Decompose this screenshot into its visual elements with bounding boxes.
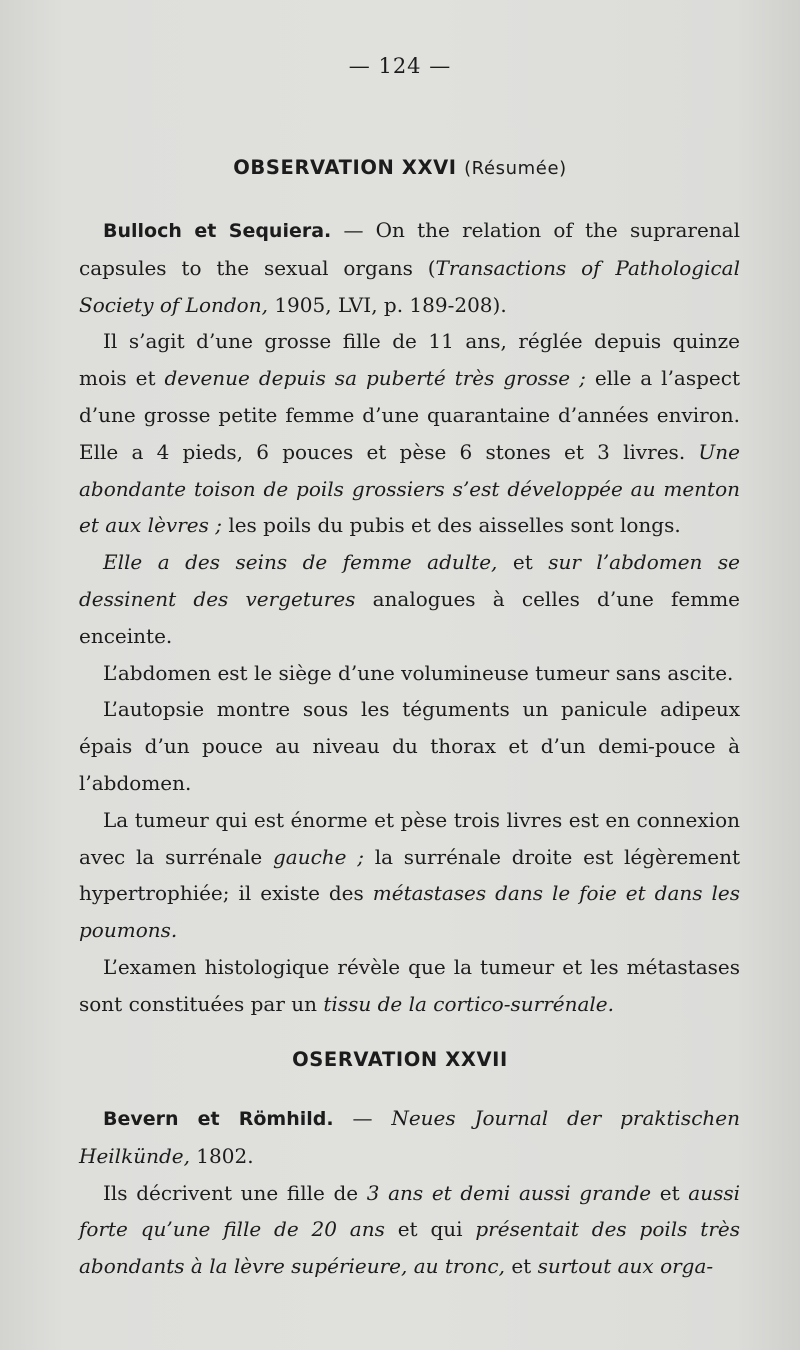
page-number: — 124 — xyxy=(348,54,452,78)
italic-run: sur l’abdomen se dessinent des vergetures xyxy=(79,550,741,611)
text-run: et xyxy=(497,550,549,575)
observation-26-heading: OBSERVATION XXVI xyxy=(233,156,457,179)
reference-details: 1905, LVI, p. 189-208). xyxy=(267,292,507,317)
text-run: La tumeur qui est énorme et pèse trois livres est en connexion avec la surrénale xyxy=(79,807,740,869)
text-run: les poils du pubis et des aisselles sont longs. xyxy=(221,513,681,538)
italic-run: tissu de la cortico-surrénale. xyxy=(323,991,614,1016)
reference-authors: Bevern et Römhild. xyxy=(103,1108,334,1130)
observation-26-subtitle: (Résumée) xyxy=(464,158,567,179)
reference-text: — On the relation of the suprarenal capsules to the sexual organs ( xyxy=(79,218,740,280)
observation-26-body xyxy=(79,212,740,1023)
text-run: Il s’agit d’une grosse fille de 11 ans, réglée depuis quinze mois et xyxy=(79,329,740,391)
reference-journal: Neues Journal der praktischen Heilkünde, xyxy=(79,1106,740,1168)
observation-26-paragraph-2 xyxy=(79,544,740,654)
observation-27-reference xyxy=(79,1100,740,1175)
text-run: la surrénale droite est légèrement hypertrophiée; il existe des xyxy=(79,844,740,906)
reference-details: 1802. xyxy=(189,1143,254,1168)
italic-run: présentait des poils très abondants à la lèvre supérieure, au tronc, xyxy=(79,1217,740,1279)
italic-run: Elle a des seins de femme adulte, xyxy=(103,550,498,575)
italic-run: gauche ; xyxy=(272,844,364,869)
observation-26-paragraph-4: L’autopsie montre sous les téguments un panicule adipeux épais d’un pouce au niveau du thorax et d’un demi-pouce à l’abdomen. xyxy=(79,697,740,795)
observation-27-title: OSERVATION XXVII xyxy=(292,1048,508,1071)
observation-26-reference xyxy=(79,212,740,323)
observation-26-paragraph-6 xyxy=(79,949,740,1023)
text-run: Ils décrivent une fille de xyxy=(103,1180,367,1205)
observation-26-paragraph-3: L’abdomen est le siège d’une volumineuse tumeur sans ascite. xyxy=(103,660,734,685)
reference-text: — xyxy=(333,1106,392,1130)
reference-authors: Bulloch et Sequiera. xyxy=(103,220,332,242)
observation-27-body xyxy=(79,1100,740,1285)
text-run: et xyxy=(504,1254,538,1279)
italic-run: Une abondante toison de poils grossiers s’est développée au menton et aux lèvres ; xyxy=(79,439,740,538)
observation-26-paragraph-1 xyxy=(79,323,740,544)
text-run: L’examen histologique révèle que la tumeur et les métastases sont constituées par un xyxy=(79,954,740,1016)
observation-26-title xyxy=(0,156,800,179)
italic-run: surtout aux orga- xyxy=(537,1254,714,1279)
reference-journal: Transactions of Pathological Society of London, xyxy=(79,255,740,317)
observation-27-paragraph-1 xyxy=(79,1175,740,1285)
observation-26-paragraph-5 xyxy=(79,802,740,949)
italic-run: devenue depuis sa puberté très grosse ; xyxy=(164,366,586,391)
italic-run: 3 ans et demi aussi grande xyxy=(366,1180,652,1205)
italic-run: aussi forte qu’une fille de 20 ans xyxy=(79,1180,740,1242)
text-run: elle a l’aspect d’une grosse petite femme d’une quarantaine d’années environ. Elle a 4 pieds, 6 pouces et pèse 6 stones et 3 livres. xyxy=(79,366,740,464)
italic-run: métastases dans le foie et dans les poumons. xyxy=(79,881,741,943)
text-run: et qui xyxy=(384,1217,476,1242)
text-run: analogues à celles d’une femme enceinte. xyxy=(79,586,740,648)
text-run: et xyxy=(651,1180,689,1205)
